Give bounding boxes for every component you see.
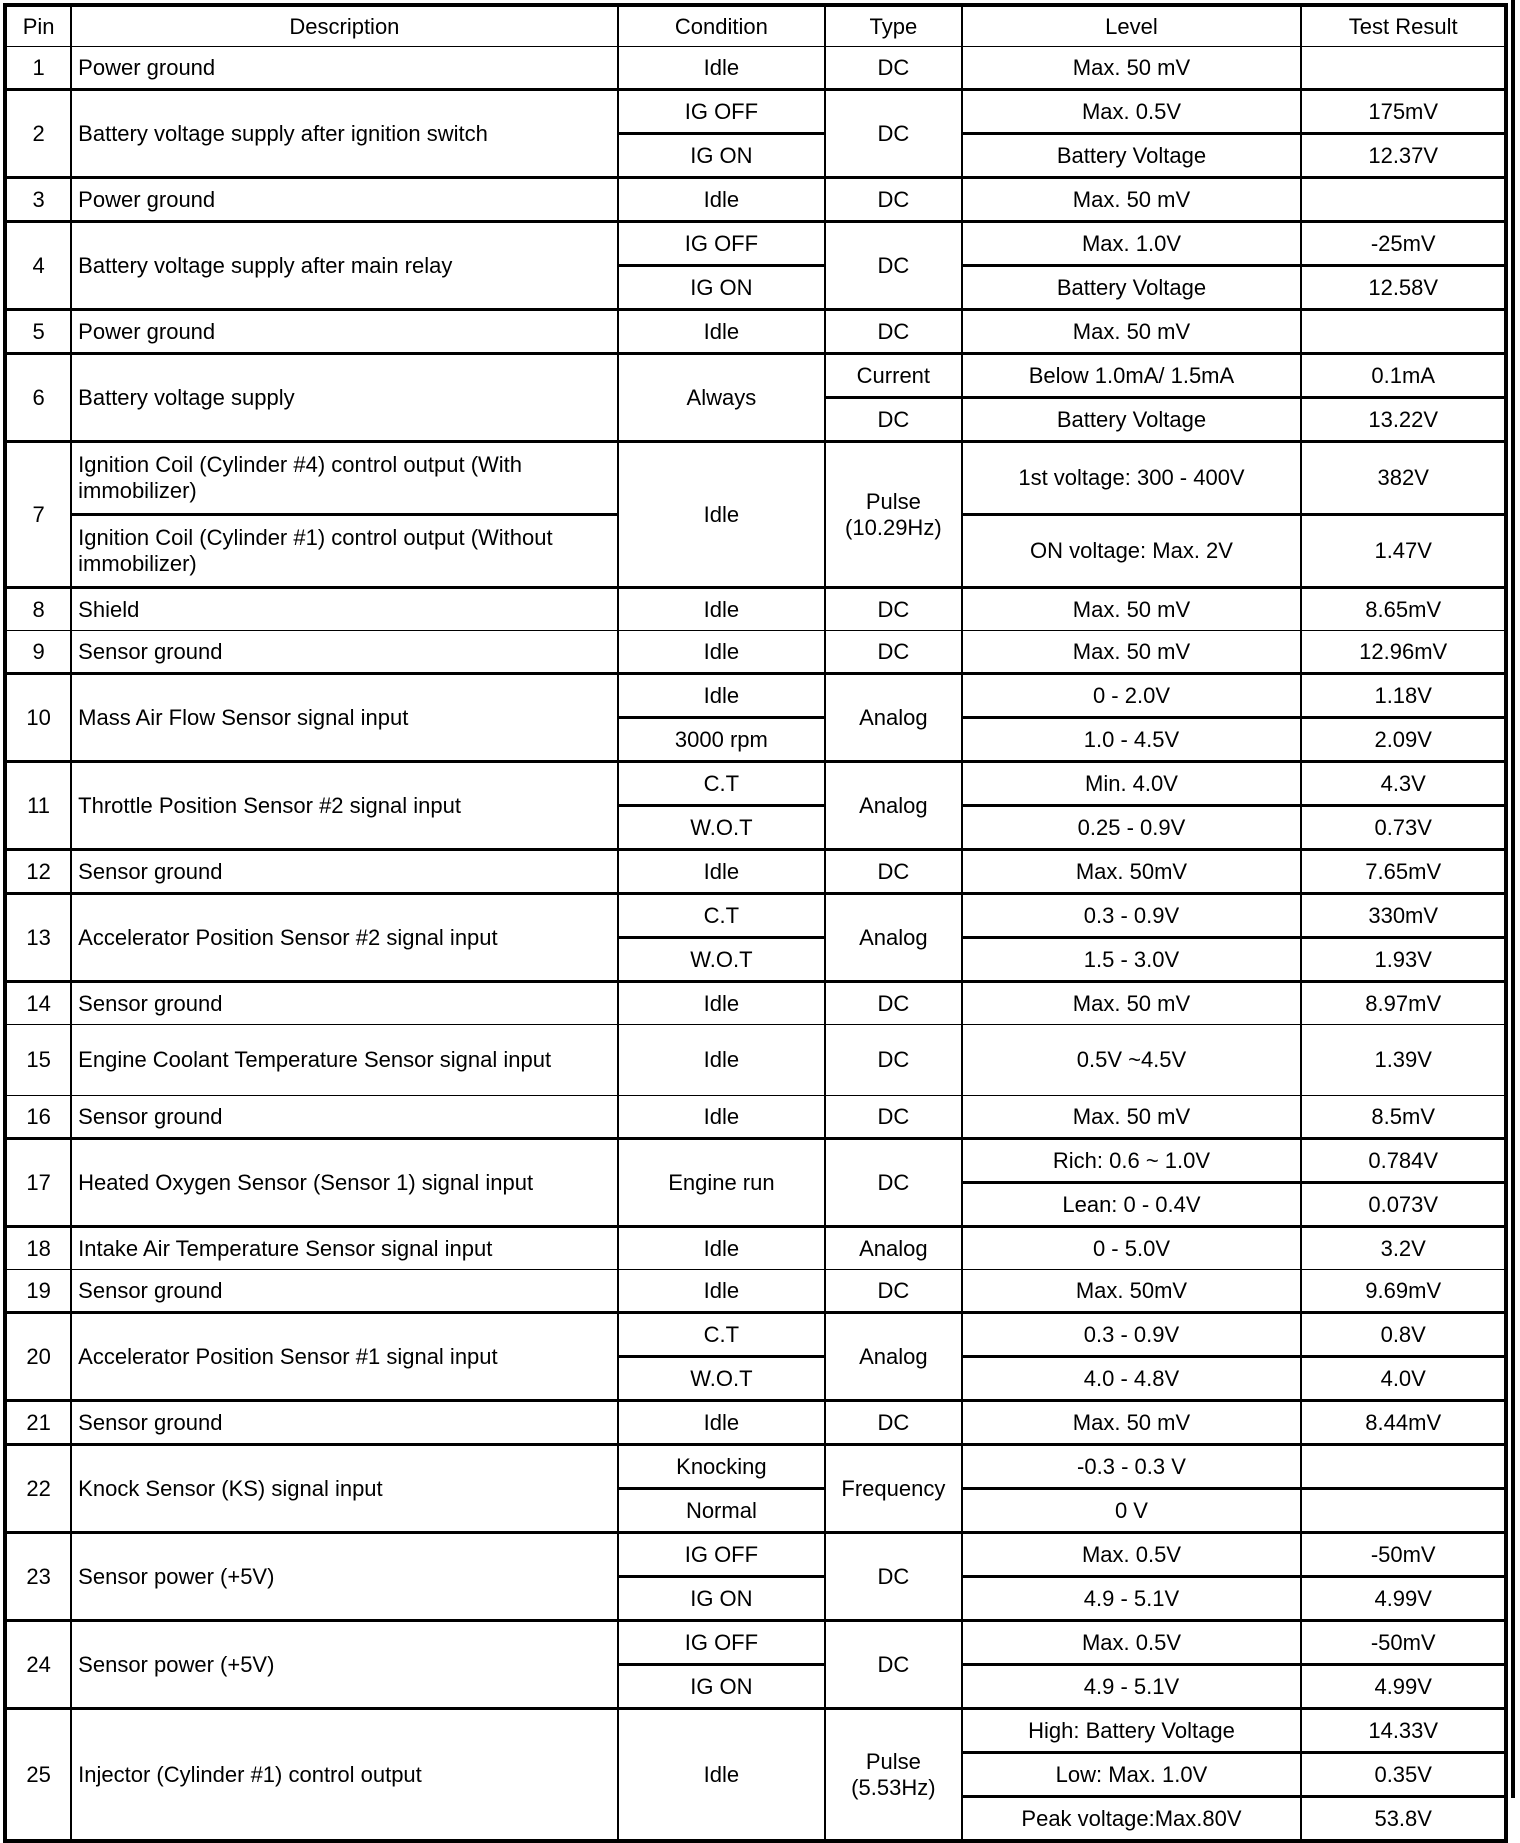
cell-result: 2.09V xyxy=(1301,718,1506,762)
header-result: Test Result xyxy=(1301,5,1506,47)
cell-result: -25mV xyxy=(1301,222,1506,266)
header-type: Type xyxy=(825,5,961,47)
cell-level: 0 V xyxy=(962,1489,1302,1533)
cell-condition: 3000 rpm xyxy=(618,718,826,762)
cell-type: DC xyxy=(825,588,961,631)
cell-result: -50mV xyxy=(1301,1533,1506,1577)
cell-description: Sensor power (+5V) xyxy=(71,1621,617,1709)
cell-condition: Idle xyxy=(618,1401,826,1445)
cell-condition: Engine run xyxy=(618,1139,826,1227)
cell-pin: 1 xyxy=(5,47,71,90)
cell-description: Power ground xyxy=(71,178,617,222)
cell-result: 330mV xyxy=(1301,894,1506,938)
cell-type: DC xyxy=(825,1621,961,1709)
cell-condition: Idle xyxy=(618,310,826,354)
cell-result: -50mV xyxy=(1301,1621,1506,1665)
cell-pin: 25 xyxy=(5,1709,71,1842)
cell-result: 0.8V xyxy=(1301,1313,1506,1357)
cell-result: 1.39V xyxy=(1301,1025,1506,1096)
cell-condition: Idle xyxy=(618,674,826,718)
table-row xyxy=(5,222,1506,266)
cell-condition: IG OFF xyxy=(618,1533,826,1577)
cell-description: Shield xyxy=(71,588,617,631)
table-row xyxy=(5,310,1506,354)
cell-pin: 24 xyxy=(5,1621,71,1709)
cell-result: 14.33V xyxy=(1301,1709,1506,1753)
cell-description: Battery voltage supply after main relay xyxy=(71,222,617,310)
cell-condition: Idle xyxy=(618,588,826,631)
cell-result: 1.93V xyxy=(1301,938,1506,982)
cell-condition: Idle xyxy=(618,1270,826,1313)
table-row xyxy=(5,1533,1506,1577)
cell-level: Max. 50 mV xyxy=(962,588,1302,631)
cell-pin: 8 xyxy=(5,588,71,631)
cell-pin: 11 xyxy=(5,762,71,850)
cell-condition: C.T xyxy=(618,762,826,806)
table-row xyxy=(5,1313,1506,1357)
table-row xyxy=(5,762,1506,806)
cell-condition: Idle xyxy=(618,631,826,674)
cell-type: DC xyxy=(825,631,961,674)
cell-description: Intake Air Temperature Sensor signal input xyxy=(71,1227,617,1270)
cell-pin: 14 xyxy=(5,982,71,1025)
table-row xyxy=(5,442,1506,515)
cell-condition: W.O.T xyxy=(618,938,826,982)
cell-description: Mass Air Flow Sensor signal input xyxy=(71,674,617,762)
cell-result: 175mV xyxy=(1301,90,1506,134)
cell-description: Battery voltage supply after ignition switch xyxy=(71,90,617,178)
cell-type: DC xyxy=(825,398,961,442)
cell-condition: Normal xyxy=(618,1489,826,1533)
cell-type: DC xyxy=(825,310,961,354)
table-row xyxy=(5,982,1506,1025)
cell-level: ON voltage: Max. 2V xyxy=(962,515,1302,588)
cell-description: Sensor ground xyxy=(71,1401,617,1445)
cell-level: 1.0 - 4.5V xyxy=(962,718,1302,762)
cell-condition: Idle xyxy=(618,442,826,588)
cell-result xyxy=(1301,1445,1506,1489)
cell-result xyxy=(1301,47,1506,90)
cell-type: Current xyxy=(825,354,961,398)
cell-result: 4.99V xyxy=(1301,1577,1506,1621)
cell-result: 8.44mV xyxy=(1301,1401,1506,1445)
cell-pin: 13 xyxy=(5,894,71,982)
cell-result: 9.69mV xyxy=(1301,1270,1506,1313)
cell-description: Accelerator Position Sensor #2 signal input xyxy=(71,894,617,982)
cell-pin: 9 xyxy=(5,631,71,674)
cell-level: 4.9 - 5.1V xyxy=(962,1665,1302,1709)
table-row xyxy=(5,588,1506,631)
cell-type: DC xyxy=(825,47,961,90)
header-level: Level xyxy=(962,5,1302,47)
cell-description: Throttle Position Sensor #2 signal input xyxy=(71,762,617,850)
cell-type: DC xyxy=(825,1401,961,1445)
header-pin: Pin xyxy=(5,5,71,47)
table-row xyxy=(5,47,1506,90)
cell-level: Battery Voltage xyxy=(962,398,1302,442)
cell-type: Pulse (5.53Hz) xyxy=(825,1709,961,1842)
table-row xyxy=(5,90,1506,134)
cell-pin: 12 xyxy=(5,850,71,894)
cell-condition: IG OFF xyxy=(618,1621,826,1665)
cell-pin: 6 xyxy=(5,354,71,442)
cell-description: Power ground xyxy=(71,47,617,90)
cell-condition: Always xyxy=(618,354,826,442)
cell-pin: 2 xyxy=(5,90,71,178)
cell-level: High: Battery Voltage xyxy=(962,1709,1302,1753)
cell-condition: W.O.T xyxy=(618,1357,826,1401)
cell-description: Ignition Coil (Cylinder #1) control output (Without immobilizer) xyxy=(71,515,617,588)
cell-condition: C.T xyxy=(618,1313,826,1357)
cell-level: Peak voltage:Max.80V xyxy=(962,1797,1302,1842)
cell-type: Analog xyxy=(825,1227,961,1270)
cell-pin: 18 xyxy=(5,1227,71,1270)
cell-level: Max. 1.0V xyxy=(962,222,1302,266)
cell-level: Max. 50 mV xyxy=(962,982,1302,1025)
cell-description: Sensor ground xyxy=(71,1096,617,1139)
cell-description: Sensor ground xyxy=(71,1270,617,1313)
cell-level: 0 - 2.0V xyxy=(962,674,1302,718)
cell-pin: 4 xyxy=(5,222,71,310)
cell-level: 0.3 - 0.9V xyxy=(962,1313,1302,1357)
cell-pin: 20 xyxy=(5,1313,71,1401)
cell-type: Analog xyxy=(825,894,961,982)
cell-pin: 22 xyxy=(5,1445,71,1533)
cell-level: Max. 0.5V xyxy=(962,90,1302,134)
cell-condition: IG OFF xyxy=(618,222,826,266)
cell-type: Analog xyxy=(825,762,961,850)
cell-condition: Idle xyxy=(618,982,826,1025)
cell-level: 1.5 - 3.0V xyxy=(962,938,1302,982)
cell-level: Battery Voltage xyxy=(962,134,1302,178)
cell-type: DC xyxy=(825,1096,961,1139)
cell-level: Low: Max. 1.0V xyxy=(962,1753,1302,1797)
cell-description: Accelerator Position Sensor #1 signal input xyxy=(71,1313,617,1401)
table-row xyxy=(5,850,1506,894)
cell-result: 8.65mV xyxy=(1301,588,1506,631)
cell-type: DC xyxy=(825,178,961,222)
pin-table-sheet xyxy=(3,3,1508,1843)
cell-condition: IG ON xyxy=(618,266,826,310)
cell-pin: 5 xyxy=(5,310,71,354)
table-row xyxy=(5,1227,1506,1270)
table-row xyxy=(5,1709,1506,1753)
cell-description: Sensor ground xyxy=(71,850,617,894)
cell-level: 4.0 - 4.8V xyxy=(962,1357,1302,1401)
scan-edge-bar xyxy=(1511,0,1515,1798)
cell-type: DC xyxy=(825,850,961,894)
cell-description: Injector (Cylinder #1) control output xyxy=(71,1709,617,1842)
cell-condition: IG ON xyxy=(618,134,826,178)
cell-result: 382V xyxy=(1301,442,1506,515)
cell-level: Rich: 0.6 ~ 1.0V xyxy=(962,1139,1302,1183)
cell-type: Analog xyxy=(825,1313,961,1401)
cell-pin: 19 xyxy=(5,1270,71,1313)
cell-type: Analog xyxy=(825,674,961,762)
header-row xyxy=(5,5,1506,47)
cell-condition: Idle xyxy=(618,1227,826,1270)
cell-result: 1.18V xyxy=(1301,674,1506,718)
table-row xyxy=(5,354,1506,398)
cell-result: 3.2V xyxy=(1301,1227,1506,1270)
cell-result: 4.99V xyxy=(1301,1665,1506,1709)
cell-type: DC xyxy=(825,982,961,1025)
cell-result: 0.1mA xyxy=(1301,354,1506,398)
cell-condition: Idle xyxy=(618,1096,826,1139)
cell-condition: W.O.T xyxy=(618,806,826,850)
cell-pin: 7 xyxy=(5,442,71,588)
cell-level: Max. 50 mV xyxy=(962,310,1302,354)
cell-result xyxy=(1301,310,1506,354)
cell-level: 0.25 - 0.9V xyxy=(962,806,1302,850)
table-row xyxy=(5,894,1506,938)
cell-result: 13.22V xyxy=(1301,398,1506,442)
cell-description: Battery voltage supply xyxy=(71,354,617,442)
cell-level: Max. 0.5V xyxy=(962,1621,1302,1665)
cell-condition: Idle xyxy=(618,1709,826,1842)
cell-pin: 16 xyxy=(5,1096,71,1139)
cell-result: 4.0V xyxy=(1301,1357,1506,1401)
cell-result: 0.35V xyxy=(1301,1753,1506,1797)
table-row xyxy=(5,1401,1506,1445)
cell-condition: Idle xyxy=(618,850,826,894)
cell-level: Max. 50mV xyxy=(962,850,1302,894)
pin-test-table xyxy=(3,3,1508,1843)
cell-type: Pulse (10.29Hz) xyxy=(825,442,961,588)
cell-condition: IG ON xyxy=(618,1665,826,1709)
cell-description: Sensor ground xyxy=(71,631,617,674)
table-row xyxy=(5,674,1506,718)
cell-result: 0.784V xyxy=(1301,1139,1506,1183)
cell-level: Max. 50 mV xyxy=(962,631,1302,674)
cell-condition: C.T xyxy=(618,894,826,938)
table-row xyxy=(5,1096,1506,1139)
cell-pin: 15 xyxy=(5,1025,71,1096)
cell-condition: Idle xyxy=(618,178,826,222)
cell-type: DC xyxy=(825,1139,961,1227)
cell-result: 1.47V xyxy=(1301,515,1506,588)
cell-pin: 23 xyxy=(5,1533,71,1621)
cell-type: DC xyxy=(825,1025,961,1096)
cell-condition: Idle xyxy=(618,47,826,90)
cell-level: Lean: 0 - 0.4V xyxy=(962,1183,1302,1227)
cell-level: 0.3 - 0.9V xyxy=(962,894,1302,938)
cell-description: Power ground xyxy=(71,310,617,354)
cell-result: 12.58V xyxy=(1301,266,1506,310)
cell-pin: 10 xyxy=(5,674,71,762)
cell-description: Sensor ground xyxy=(71,982,617,1025)
cell-description: Sensor power (+5V) xyxy=(71,1533,617,1621)
cell-pin: 3 xyxy=(5,178,71,222)
cell-level: Battery Voltage xyxy=(962,266,1302,310)
cell-result: 8.5mV xyxy=(1301,1096,1506,1139)
cell-level: 1st voltage: 300 - 400V xyxy=(962,442,1302,515)
cell-type: DC xyxy=(825,1533,961,1621)
cell-description: Ignition Coil (Cylinder #4) control output (With immobilizer) xyxy=(71,442,617,515)
cell-level: Max. 50mV xyxy=(962,1270,1302,1313)
cell-level: 0.5V ~4.5V xyxy=(962,1025,1302,1096)
table-row xyxy=(5,631,1506,674)
cell-level: Max. 50 mV xyxy=(962,1401,1302,1445)
cell-result: 12.96mV xyxy=(1301,631,1506,674)
cell-condition: IG ON xyxy=(618,1577,826,1621)
cell-level: Max. 50 mV xyxy=(962,178,1302,222)
header-condition: Condition xyxy=(618,5,826,47)
table-row xyxy=(5,1445,1506,1489)
cell-level: Max. 50 mV xyxy=(962,1096,1302,1139)
table-row xyxy=(5,178,1506,222)
cell-pin: 17 xyxy=(5,1139,71,1227)
cell-description: Knock Sensor (KS) signal input xyxy=(71,1445,617,1533)
cell-condition: IG OFF xyxy=(618,90,826,134)
cell-condition: Idle xyxy=(618,1025,826,1096)
cell-result xyxy=(1301,178,1506,222)
table-body xyxy=(5,47,1506,1842)
cell-level: -0.3 - 0.3 V xyxy=(962,1445,1302,1489)
cell-type: Frequency xyxy=(825,1445,961,1533)
cell-level: 4.9 - 5.1V xyxy=(962,1577,1302,1621)
cell-result xyxy=(1301,1489,1506,1533)
cell-result: 0.73V xyxy=(1301,806,1506,850)
cell-result: 4.3V xyxy=(1301,762,1506,806)
cell-level: Below 1.0mA/ 1.5mA xyxy=(962,354,1302,398)
cell-level: Min. 4.0V xyxy=(962,762,1302,806)
cell-result: 7.65mV xyxy=(1301,850,1506,894)
cell-description: Heated Oxygen Sensor (Sensor 1) signal input xyxy=(71,1139,617,1227)
table-row xyxy=(5,1139,1506,1183)
cell-type: DC xyxy=(825,1270,961,1313)
cell-type: DC xyxy=(825,90,961,178)
cell-level: Max. 50 mV xyxy=(962,47,1302,90)
table-row xyxy=(5,1270,1506,1313)
header-description: Description xyxy=(71,5,617,47)
cell-condition: Knocking xyxy=(618,1445,826,1489)
cell-result: 8.97mV xyxy=(1301,982,1506,1025)
cell-type: DC xyxy=(825,222,961,310)
cell-description: Engine Coolant Temperature Sensor signal input xyxy=(71,1025,617,1096)
table-row xyxy=(5,1621,1506,1665)
cell-pin: 21 xyxy=(5,1401,71,1445)
cell-result: 12.37V xyxy=(1301,134,1506,178)
table-row xyxy=(5,1025,1506,1096)
cell-result: 0.073V xyxy=(1301,1183,1506,1227)
cell-level: 0 - 5.0V xyxy=(962,1227,1302,1270)
cell-level: Max. 0.5V xyxy=(962,1533,1302,1577)
cell-result: 53.8V xyxy=(1301,1797,1506,1842)
